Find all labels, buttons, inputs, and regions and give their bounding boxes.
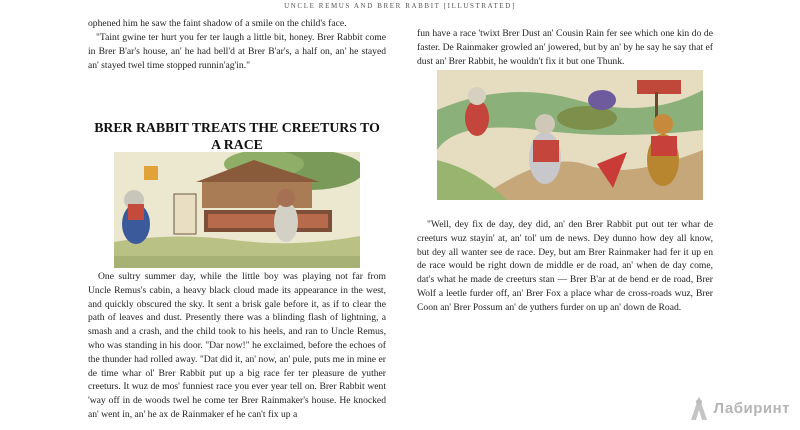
left-page	[88, 0, 386, 430]
labirint-logo-icon	[688, 394, 710, 422]
running-header: UNCLE REMUS AND BRER RABBIT [ILLUSTRATED]	[284, 2, 516, 10]
paragraph-top: fun have a race 'twixt Brer Dust an' Cousin Rain fer see which one kin do de faster. De Rainmaker growled an' jowered, but by an' by he say he say that ef dust an' Brer Rabbit, he wouldn't fix it but one Thunk.	[417, 28, 713, 67]
watermark-text: Лабиринт	[713, 399, 790, 417]
paragraph-top-2: "Taint gwine ter hurt you fer ter laugh a little bit, honey. Brer Rabbit come in Brer B'ar's house, an' he had bell'd at Brer B'ar's, a half on, an' he stayed an' stayed twel time stopped runnin'ag'in."	[88, 32, 386, 71]
right-page	[417, 0, 713, 430]
illustration-rainmaker	[114, 152, 360, 268]
paragraph-body: One sultry summer day, while the little boy was playing not far from Uncle Remus's cabin, a heavy black cloud made its appearance in the west, and quickly obscured the sky. It sent a brisk gale before it, as if to clear the path of leaves and dust. Presently there was a blinding flash of lightning, a smash and a crash, and the child took to his heels, and ran to Uncle Remus, who was standing in his door. "Dar now!" he exclaimed, before the echoes of the thunder had rolled away. "Dat did it, an' now, an' pule, puts me in mine er de time whar ol' Brer Rabbit put up a big race fer ter pleasure de yuther creeturs. It wuz de mos' funniest race you ever year tell on. Brer Rabbit went 'way off in de woods twel he come ter Brer Rainmaker's house. He knocked an' went in, an' he ax de Rainmaker ef he can't fix up a	[88, 271, 386, 420]
chapter-title: BRER RABBIT TREATS THE CREETURS TO A RACE	[94, 120, 380, 152]
paragraph-top-1: ophened him he saw the faint shadow of a smile on the child's face.	[88, 18, 347, 29]
illustration-race	[437, 70, 703, 200]
paragraph-body: "Well, dey fix de day, dey did, an' den Brer Rabbit put out ter whar de creeturs wuz stayin' at, an' tol' um de news. Dey dunno how dey all know, but dey all wanter see de race. Dey, but am Brer Rainmaker had fer it up en de race would be right down de middle er de road, an' when de day come, dat's what he made de creeturs stan — Brer B'ar at de bend er de road, Brer Wolf a leetle furder off, an' Brer Fox a place whar de cross-roads wuz, Brer Coon an' Brer Possum an' de yuthers furder on up an' down de Road.	[417, 219, 713, 313]
watermark	[688, 394, 790, 422]
